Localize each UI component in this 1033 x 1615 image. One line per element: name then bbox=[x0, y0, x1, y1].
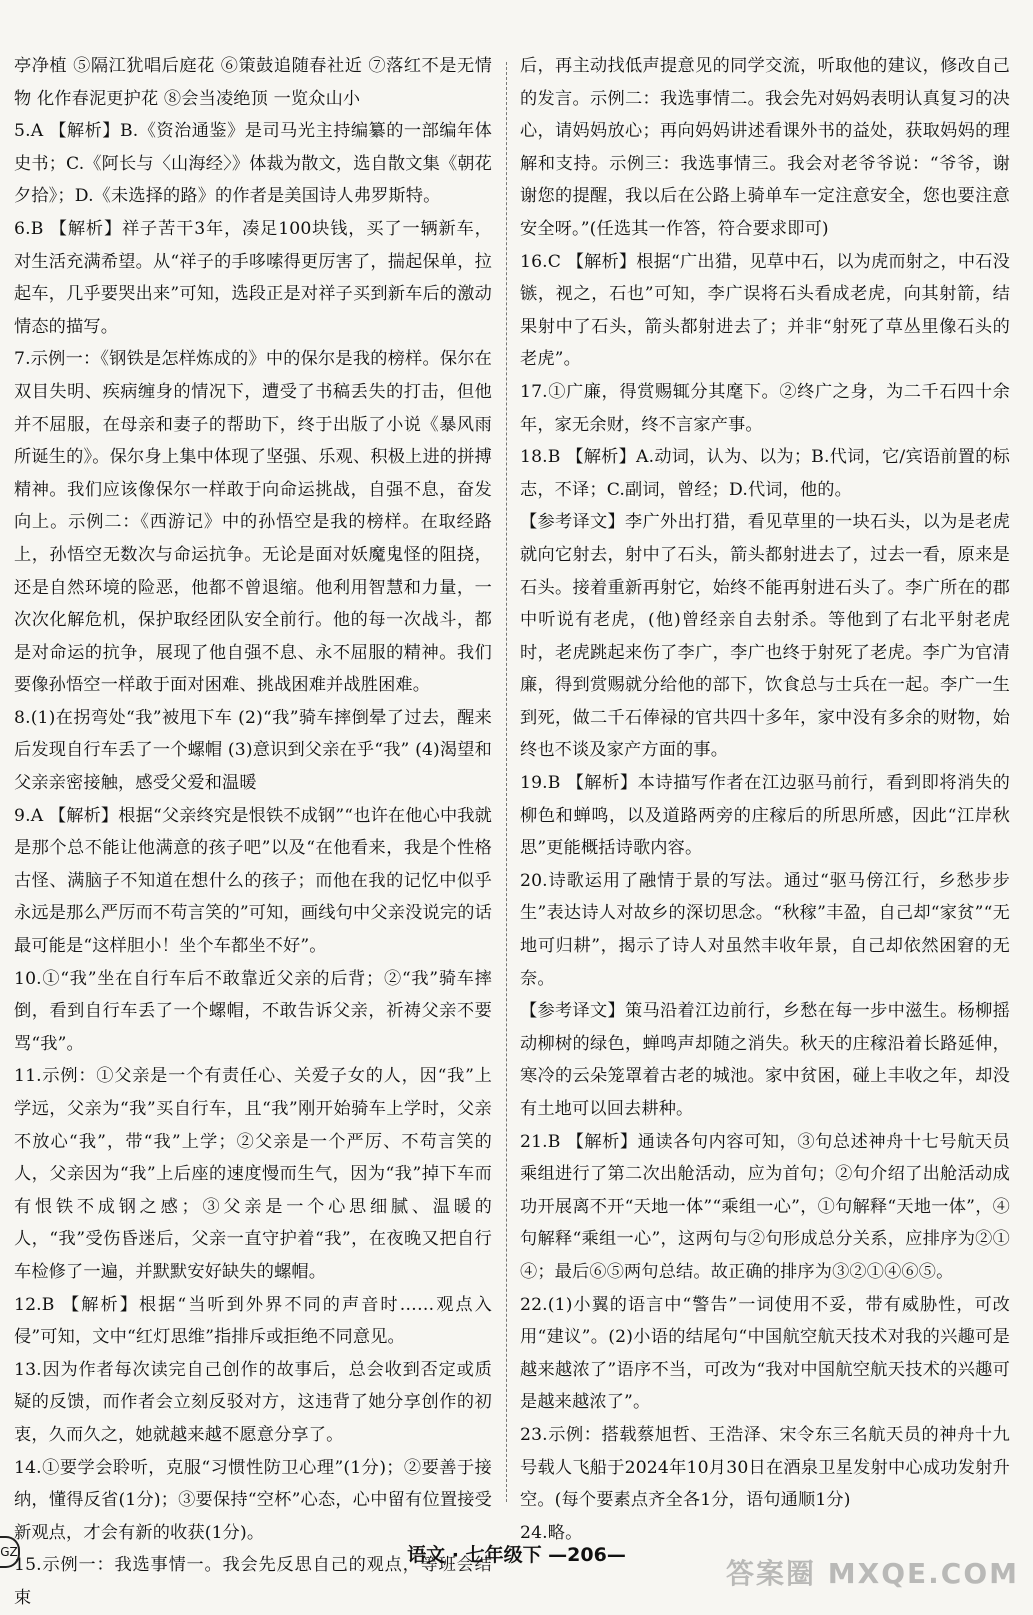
translation-20: 【参考译文】策马沿着江边前行，乡愁在每一步中滋生。杨柳摇动柳树的绿色，蝉鸣声却随之消失。秋天的庄稼沿着长路延伸，寒冷的云朵笼罩着古老的城池。家中贫困，碰上丰收之年，却没有土地可以回去耕种。 bbox=[520, 1001, 1010, 1119]
answer-18: 18.B 【解析】A.动词，认为、以为；B.代词，它/宾语前置的标志，不译；C.副词，曾经；D.代词，他的。 bbox=[520, 447, 1010, 500]
answer-13: 13.因为作者每次读完自己创作的故事后，总会收到否定或质疑的反馈，而作者会立刻反驳对方，这违背了她分享创作的初衷，久而久之，她就越来越不愿意分享了。 bbox=[14, 1359, 492, 1445]
watermark-logo: 答案圈 MXQE.COM bbox=[726, 1557, 1019, 1590]
answer-19: 19.B 【解析】本诗描写作者在江边驱马前行，看到即将消失的柳色和蝉鸣，以及道路两旁的庄稼后的所思所感，因此“江岸秋思”更能概括诗歌内容。 bbox=[520, 773, 1010, 859]
answer-12: 12.B 【解析】根据“当听到外界不同的声音时……观点入侵”可知，文中“红灯思维”指排斥或拒绝不同意见。 bbox=[14, 1294, 492, 1348]
answer-17: 17.①广廉，得赏赐辄分其麾下。②终广之身，为二千石四十余年，家无余财，终不言家产事。 bbox=[520, 381, 1010, 435]
answer-16: 16.C 【解析】根据“广出猎，见草中石，以为虎而射之，中石没镞，视之，石也”可知，李广误将石头看成老虎，向其射箭，结果射中了石头，箭头都射进去了；并非“射死了草丛里像石头的老虎”。 bbox=[520, 251, 1010, 370]
right-column bbox=[520, 50, 1010, 1549]
answer-20: 20.诗歌运用了融情于景的写法。通过“驱马傍江行，乡愁步步生”表达诗人对故乡的深切思念。“秋稼”丰盈，自己却“家贫”“无地可归耕”，揭示了诗人对虽然丰收年景，自己却依然困窘的无奈。 bbox=[520, 870, 1010, 989]
answer-11: 11.示例：①父亲是一个有责任心、关爱子女的人，因“我”上学远，父亲为“我”买自行车，且“我”刚开始骑车上学时，父亲不放心“我”，带“我”上学；②父亲是一个严厉、不苟言笑的人，父亲因为“我”上后座的速度慢而生气，因为“我”掉下车而有恨铁不成钢之感；③父亲是一个心思细腻、温暖的人，“我”受伤昏迷后，父亲一直守护着“我”，在夜晚又把自行车检修了一遍，并默默安好缺失的螺帽。 bbox=[14, 1066, 492, 1282]
answer-5: 5.A 【解析】B.《资治通鉴》是司马光主持编纂的一部编年体史书；C.《阿长与〈山海经〉》体裁为散文，选自散文集《朝花夕拾》；D.《未选择的路》的作者是美国诗人弗罗斯特。 bbox=[14, 121, 492, 207]
answer-8: 8.(1)在拐弯处“我”被甩下车 (2)“我”骑车摔倒晕了过去，醒来后发现自行车丢了一个螺帽 (3)意识到父亲在乎“我” (4)渴望和父亲亲密接触，感受父爱和温暖 bbox=[14, 707, 492, 794]
answer-9: 9.A 【解析】根据“父亲终究是恨铁不成钢”“也许在他心中我就是那个总不能让他满意的孩子吧”以及“在他看来，我是个性格古怪、满脑子不知道在想什么的孩子；而他在我的记忆中似乎永远是那么严厉而不苟言笑的”可知，画线句中父亲没说完的话最可能是“这样胆小！坐个车都坐不好”。 bbox=[14, 805, 492, 957]
answer-14: 14.①要学会聆听，克服“习惯性防卫心理”(1分)；②要善于接纳，懂得反省(1分)；③要保持“空杯”心态，心中留有位置接受新观点，才会有新的收获(1分)。 bbox=[14, 1457, 492, 1543]
answer-21: 21.B 【解析】通读各句内容可知，③句总述神舟十七号航天员乘组进行了第二次出舱活动，应为首句；②句介绍了出舱活动成功开展离不开“天地一体”“乘组一心”，①句解释“天地一体”，④句解释“乘组一心”，这两句与②句形成总分关系，应排序为②①④；最后⑥⑤两句总结。故正确的排序为③②①④⑥⑤。 bbox=[520, 1131, 1010, 1282]
page-edge-mark: GZ bbox=[0, 1536, 20, 1568]
answer-24: 24.略。 bbox=[520, 1522, 583, 1543]
answer-15-start: 15.示例一：我选事情一。我会先反思自己的观点，等班会结束 bbox=[14, 1555, 492, 1608]
page-footer: 语文 · 七年级下 —206— bbox=[407, 1544, 626, 1566]
answer-7: 7.示例一：《钢铁是怎样炼成的》中的保尔是我的榜样。保尔在双目失明、疾病缠身的情况下，遭受了书稿丢失的打击，但他并不屈服，在母亲和妻子的帮助下，终于出版了小说《暴风雨所诞生的》。保尔身上集中体现了坚强、乐观、积极上进的拼搏精神。我们应该像保尔一样敢于向命运挑战，自强不息，奋发向上。示例二：《西游记》中的孙悟空是我的榜样。在取经路上，孙悟空无数次与命运抗争。无论是面对妖魔鬼怪的阻挠，还是自然环境的险恶，他都不曾退缩。他利用智慧和力量，一次次化解危机，保护取经团队安全前行。他的每一次战斗，都是对命运的抗争，展现了他自强不息、永不屈服的精神。我们要像孙悟空一样敢于面对困难、挑战困难并战胜困难。 bbox=[14, 349, 492, 696]
answer-10: 10.①“我”坐在自行车后不敢靠近父亲的后背；②“我”骑车摔倒，看到自行车丢了一个螺帽，不敢告诉父亲，祈祷父亲不要骂“我”。 bbox=[14, 968, 492, 1054]
answer-23: 23.示例：搭载蔡旭哲、王浩泽、宋令东三名航天员的神舟十九号载人飞船于2024年10月30日在酒泉卫星发射中心成功发射升空。(每个要素点齐全各1分，语句通顺1分) bbox=[520, 1424, 1010, 1511]
answer-block: 亭净植 ⑤隔江犹唱后庭花 ⑥策鼓追随春社近 ⑦落红不是无情物 化作春泥更护花 ⑧会当凌绝顶 一览众山小 bbox=[14, 56, 492, 109]
answer-6: 6.B 【解析】祥子苦干3年，凑足100块钱，买了一辆新车，对生活充满希望。从“祥子的手哆嗦得更厉害了，揣起保单，拉起车，几乎要哭出来”可知，选段正是对祥子买到新车后的激动情态的描写。 bbox=[14, 218, 492, 337]
answer-15-cont: 后，再主动找低声提意见的同学交流，听取他的建议，修改自己的发言。示例二：我选事情二。我会先对妈妈表明认真复习的决心，请妈妈放心；再向妈妈讲述看课外书的益处，获取妈妈的理解和支持。示例三：我选事情三。我会对老爷爷说：“爷爷，谢谢您的提醒，我以后在公路上骑单车一定注意安全，您也要注意安全呀。”(任选其一作答，符合要求即可) bbox=[520, 56, 1010, 239]
left-column bbox=[14, 50, 492, 1615]
answer-22: 22.(1)小翼的语言中“警告”一词使用不妥，带有威胁性，可改用“建议”。(2)小语的结尾句“中国航空航天技术对我的兴趣可是越来越浓了”语序不当，可改为“我对中国航空航天技术的兴趣可是越来越浓了”。 bbox=[520, 1294, 1010, 1413]
column-divider bbox=[506, 62, 507, 1502]
translation-18: 【参考译文】李广外出打猎，看见草里的一块石头，以为是老虎就向它射去，射中了石头，箭头都射进去了，过去一看，原来是石头。接着重新再射它，始终不能再射进石头了。李广所在的郡中听说有老虎，(他)曾经亲自去射杀。等他到了右北平射老虎时，老虎跳起来伤了李广，李广也终于射死了老虎。李广为官清廉，得到赏赐就分给他的部下，饮食总与士兵在一起。李广一生到死，做二千石俸禄的官共四十多年，家中没有多余的财物，始终也不谈及家产方面的事。 bbox=[520, 512, 1010, 761]
